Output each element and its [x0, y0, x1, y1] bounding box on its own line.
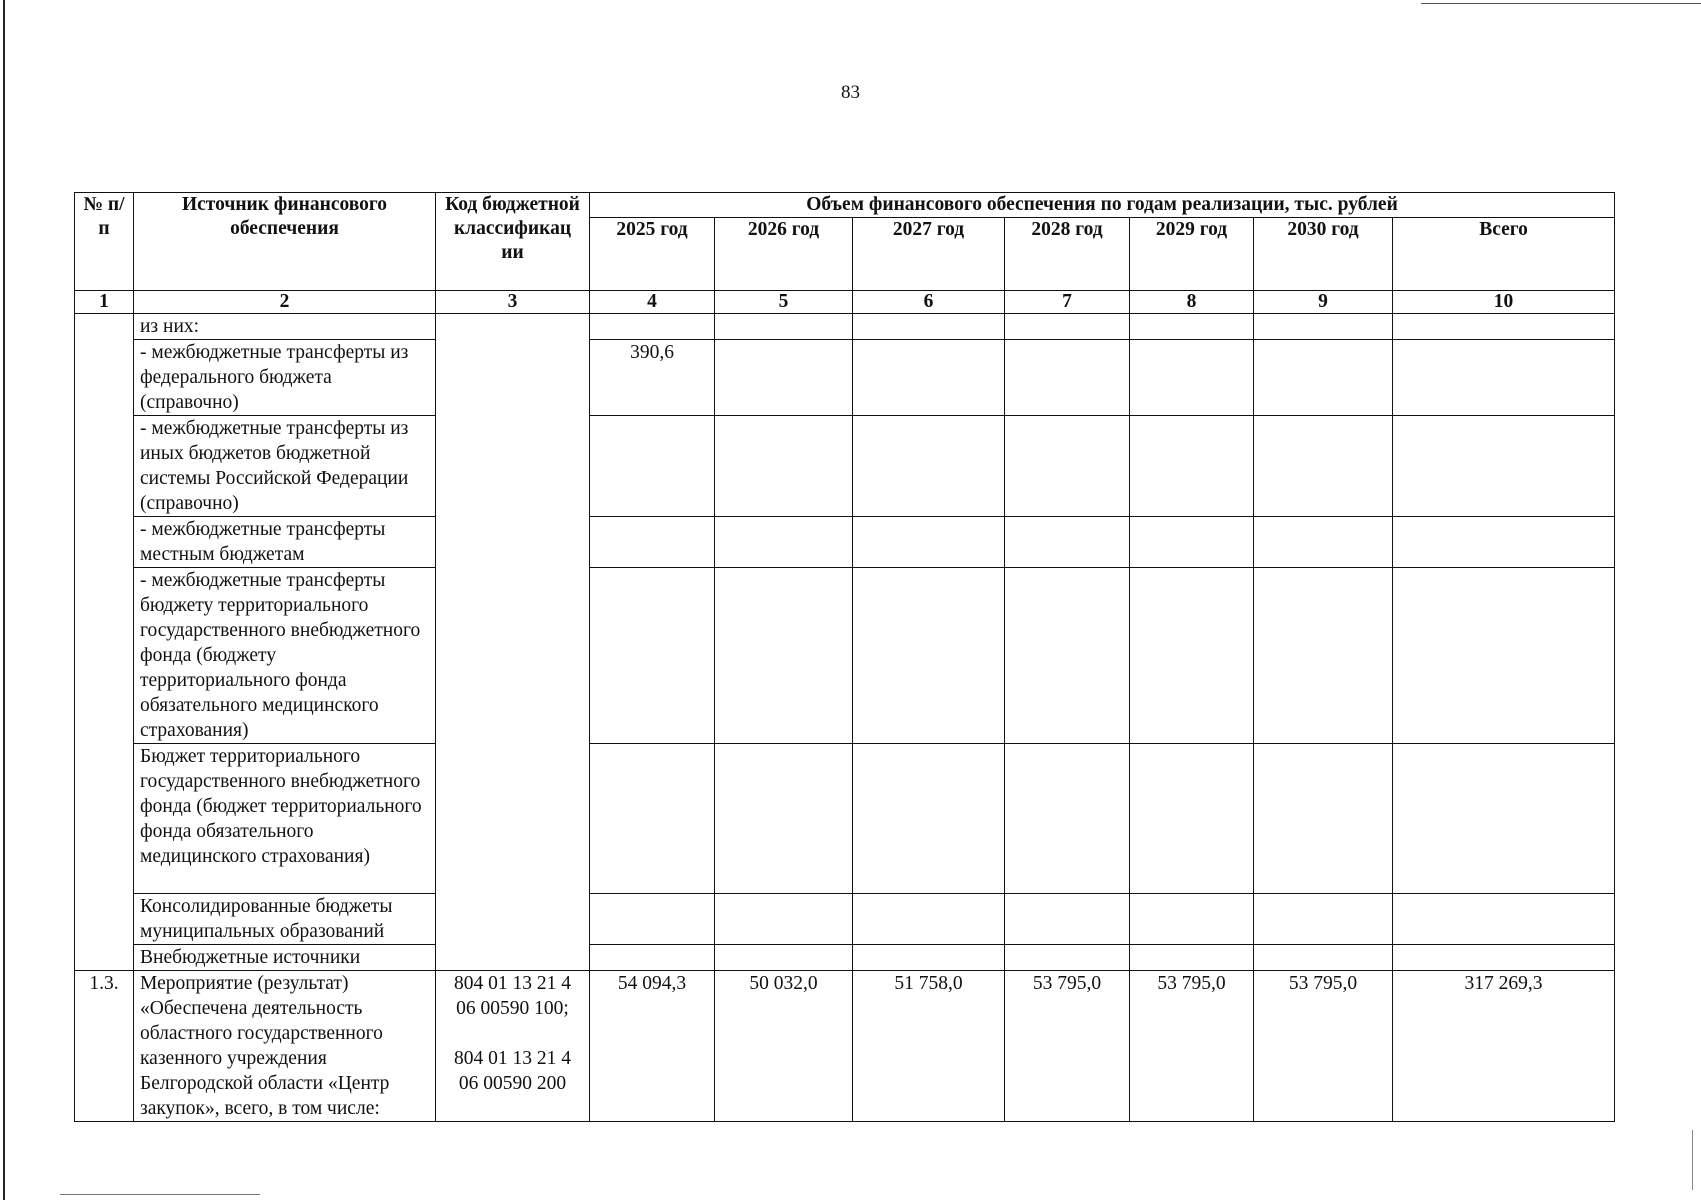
table-row — [75, 894, 1615, 945]
column-number: 10 — [1393, 291, 1615, 314]
row-value — [1393, 945, 1615, 971]
row-source: Мероприятие (результат) «Обеспечена деятельность областного государственного казенного учреждения Белгородской области «Центр закупок», всего, в том числе: — [134, 971, 436, 1122]
row-value — [715, 744, 853, 894]
header-col-code: Код бюджетной классификац ии — [436, 193, 590, 291]
budget-code: 804 01 13 21 4 06 00590 200 — [454, 1048, 571, 1094]
row-value — [715, 517, 853, 568]
row-value — [853, 744, 1005, 894]
row-value — [715, 416, 853, 517]
row-value — [1005, 517, 1130, 568]
row-value — [1005, 568, 1130, 744]
row-value — [590, 894, 715, 945]
page-left-edge — [3, 0, 5, 1200]
row-value — [1254, 314, 1393, 340]
row-value — [1130, 416, 1254, 517]
header-col-source: Источник финансового обеспечения — [134, 193, 436, 291]
table-header-row — [75, 193, 1615, 218]
table-row — [75, 314, 1615, 340]
row-source: Консолидированные бюджеты муниципальных образований — [134, 894, 436, 945]
row-value — [1393, 894, 1615, 945]
row-value — [1254, 568, 1393, 744]
header-year: 2027 год — [853, 218, 1005, 291]
bottom-rule — [60, 1194, 260, 1195]
row-value — [853, 314, 1005, 340]
header-year: 2026 год — [715, 218, 853, 291]
row-value: 54 094,3 — [590, 971, 715, 1122]
header-year: 2029 год — [1130, 218, 1254, 291]
row-value — [853, 340, 1005, 416]
row-value — [1393, 517, 1615, 568]
row-code-cell — [436, 314, 590, 971]
column-number: 8 — [1130, 291, 1254, 314]
row-value — [1393, 568, 1615, 744]
row-number-cell — [75, 314, 134, 971]
row-value — [1130, 340, 1254, 416]
column-number: 4 — [590, 291, 715, 314]
row-value: 317 269,3 — [1393, 971, 1615, 1122]
row-value: 51 758,0 — [853, 971, 1005, 1122]
table-row — [75, 568, 1615, 744]
row-value — [1254, 416, 1393, 517]
row-value — [1254, 894, 1393, 945]
header-year: 2030 год — [1254, 218, 1393, 291]
table-row — [75, 517, 1615, 568]
row-value: 390,6 — [590, 340, 715, 416]
header-col-volume: Объем финансового обеспечения по годам реализации, тыс. рублей — [590, 193, 1615, 218]
table-row — [75, 340, 1615, 416]
table-row — [75, 971, 1615, 1122]
row-value — [715, 340, 853, 416]
row-value — [1254, 744, 1393, 894]
column-number: 3 — [436, 291, 590, 314]
row-value — [715, 945, 853, 971]
row-value: 50 032,0 — [715, 971, 853, 1122]
row-value — [1130, 945, 1254, 971]
row-value — [715, 314, 853, 340]
row-value — [853, 416, 1005, 517]
row-value: 53 795,0 — [1130, 971, 1254, 1122]
header-year: 2028 год — [1005, 218, 1130, 291]
column-numbers-row — [75, 291, 1615, 314]
row-value — [1005, 416, 1130, 517]
row-value — [590, 945, 715, 971]
row-value — [590, 568, 715, 744]
column-number: 7 — [1005, 291, 1130, 314]
row-value — [1130, 568, 1254, 744]
row-code — [436, 971, 590, 1122]
row-value — [1130, 894, 1254, 945]
row-value — [1254, 945, 1393, 971]
row-value — [1005, 314, 1130, 340]
financing-table — [74, 192, 1615, 1122]
row-value — [590, 314, 715, 340]
row-source: - межбюджетные трансферты местным бюджетам — [134, 517, 436, 568]
row-source: Внебюджетные источники — [134, 945, 436, 971]
column-number: 1 — [75, 291, 134, 314]
table-row — [75, 416, 1615, 517]
row-value — [1130, 744, 1254, 894]
row-value — [1005, 894, 1130, 945]
row-value — [715, 568, 853, 744]
row-value — [715, 894, 853, 945]
row-value — [1393, 340, 1615, 416]
row-value — [1254, 517, 1393, 568]
column-number: 9 — [1254, 291, 1393, 314]
right-margin-mark — [1692, 1130, 1693, 1190]
row-value — [1393, 314, 1615, 340]
row-source: из них: — [134, 314, 436, 340]
row-value — [1254, 340, 1393, 416]
row-source: - межбюджетные трансферты из иных бюджетов бюджетной системы Российской Федерации (справочно) — [134, 416, 436, 517]
row-value — [1005, 945, 1130, 971]
row-value — [590, 416, 715, 517]
row-value — [853, 894, 1005, 945]
column-number: 6 — [853, 291, 1005, 314]
row-value — [1005, 340, 1130, 416]
row-value: 53 795,0 — [1254, 971, 1393, 1122]
row-number: 1.3. — [75, 971, 134, 1122]
row-source: - межбюджетные трансферты из федерального бюджета (справочно) — [134, 340, 436, 416]
row-value — [853, 568, 1005, 744]
column-number: 5 — [715, 291, 853, 314]
row-value — [853, 517, 1005, 568]
row-value: 53 795,0 — [1005, 971, 1130, 1122]
row-value — [590, 517, 715, 568]
row-source: - межбюджетные трансферты бюджету территориального государственного внебюджетного фонда (бюджету территориального фонда обязательного медицинского страхования) — [134, 568, 436, 744]
row-value — [853, 945, 1005, 971]
header-total: Всего — [1393, 218, 1615, 291]
row-value — [1393, 744, 1615, 894]
row-value — [1130, 314, 1254, 340]
header-col-num: № п/п — [75, 193, 134, 291]
column-number: 2 — [134, 291, 436, 314]
table-row — [75, 744, 1615, 894]
top-rule — [1421, 3, 1701, 4]
table-row — [75, 945, 1615, 971]
page-number: 83 — [841, 82, 860, 103]
row-value — [590, 744, 715, 894]
row-value — [1130, 517, 1254, 568]
row-value — [1393, 416, 1615, 517]
row-value — [1005, 744, 1130, 894]
header-year: 2025 год — [590, 218, 715, 291]
budget-code: 804 01 13 21 4 06 00590 100; — [454, 973, 571, 1019]
row-source: Бюджет территориального государственного внебюджетного фонда (бюджет территориального фонда обязательного медицинского страхования) — [134, 744, 436, 894]
